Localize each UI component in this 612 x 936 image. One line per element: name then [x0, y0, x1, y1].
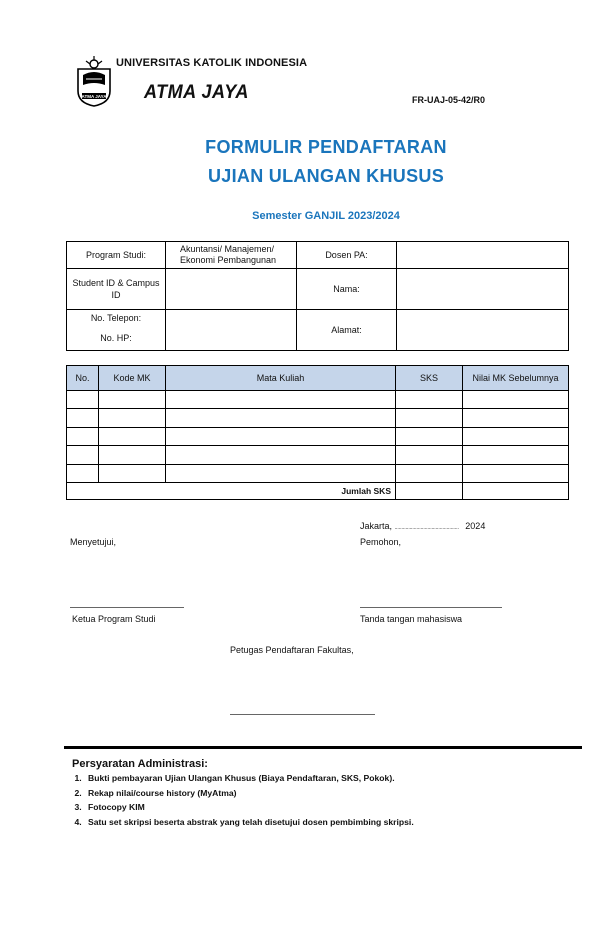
sks-cell[interactable] [396, 391, 463, 409]
col-nilai: Nilai MK Sebelumnya [463, 366, 569, 391]
col-kode: Kode MK [99, 366, 166, 391]
dosen-field[interactable] [397, 242, 569, 269]
phone-field[interactable] [166, 310, 297, 351]
no-cell[interactable] [67, 446, 99, 464]
semester-label: Semester GANJIL 2023/2024 [252, 210, 400, 222]
date-line [360, 521, 485, 531]
form-title-line2: UJIAN ULANGAN KHUSUS [207, 166, 444, 186]
no-cell[interactable] [67, 427, 99, 445]
applicant-label: Pemohon, [360, 537, 402, 547]
requirement-item: 4. Satu set skripsi beserta abstrak yang telah disetujui dosen pembimbing skripsi. [84, 817, 414, 827]
approve-label: Menyetujui, [70, 537, 117, 547]
course-table [66, 365, 569, 500]
officer-label: Petugas Pendaftaran Fakultas, [230, 645, 354, 655]
alamat-label: Alamat: [297, 310, 397, 351]
course-row [67, 409, 569, 427]
date-city: Jakarta, [360, 521, 393, 531]
requirement-item: 2. Rekap nilai/course history (MyAtma) [84, 788, 414, 798]
course-row [67, 427, 569, 445]
col-sks: SKS [396, 366, 463, 391]
jumlah-empty-cell [463, 482, 569, 499]
course-row [67, 464, 569, 482]
nilai-cell[interactable] [463, 446, 569, 464]
student-sign-label: Tanda tangan mahasiswa [360, 614, 463, 624]
head-signature-line[interactable] [70, 607, 184, 608]
requirement-item: 1. Bukti pembayaran Ujian Ulangan Khusus (Biaya Pendaftaran, SKS, Pokok). [84, 773, 414, 783]
col-no: No. [67, 366, 99, 391]
date-dots: ............................................... [394, 525, 459, 531]
no-cell[interactable] [67, 409, 99, 427]
university-name: UNIVERSITAS KATOLIK INDONESIA [116, 57, 308, 69]
mata-kuliah-cell[interactable] [166, 464, 396, 482]
officer-signature-line[interactable] [230, 714, 375, 715]
nilai-cell[interactable] [463, 391, 569, 409]
requirements-list [70, 773, 414, 831]
sks-cell[interactable] [396, 464, 463, 482]
sks-cell[interactable] [396, 427, 463, 445]
course-row [67, 391, 569, 409]
col-mata-kuliah: Mata Kuliah [166, 366, 396, 391]
mata-kuliah-cell[interactable] [166, 409, 396, 427]
jumlah-sks-field[interactable] [396, 482, 463, 499]
student-id-field[interactable] [166, 269, 297, 310]
telepon-label: No. Telepon: [90, 313, 142, 323]
phone-label-cell [67, 310, 166, 351]
nilai-cell[interactable] [463, 464, 569, 482]
sks-cell[interactable] [396, 409, 463, 427]
head-label: Ketua Program Studi [72, 614, 156, 624]
kode-cell[interactable] [99, 409, 166, 427]
student-id-label: Student ID & Campus ID [67, 269, 166, 310]
svg-text:ATMA JAYA: ATMA JAYA [81, 94, 107, 99]
mata-kuliah-cell[interactable] [166, 427, 396, 445]
student-signature-line[interactable] [360, 607, 502, 608]
requirements-title: Persyaratan Administrasi: [72, 758, 208, 770]
mata-kuliah-cell[interactable] [166, 391, 396, 409]
no-cell[interactable] [67, 464, 99, 482]
mata-kuliah-cell[interactable] [166, 446, 396, 464]
kode-cell[interactable] [99, 446, 166, 464]
alamat-field[interactable] [397, 310, 569, 351]
form-title-line1: FORMULIR PENDAFTARAN [205, 137, 447, 157]
brand-name: ATMA JAYA [144, 82, 249, 103]
program-value: Akuntansi/ Manajemen/ Ekonomi Pembangunan [166, 242, 297, 269]
divider [64, 746, 582, 749]
nilai-cell[interactable] [463, 427, 569, 445]
kode-cell[interactable] [99, 464, 166, 482]
dosen-label: Dosen PA: [297, 242, 397, 269]
course-row [67, 446, 569, 464]
hp-label: No. HP: [100, 333, 132, 343]
nilai-cell[interactable] [463, 409, 569, 427]
date-year: 2024 [465, 521, 486, 531]
nama-field[interactable] [397, 269, 569, 310]
no-cell[interactable] [67, 391, 99, 409]
kode-cell[interactable] [99, 391, 166, 409]
sks-cell[interactable] [396, 446, 463, 464]
form-code: FR-UAJ-05-42/R0 [412, 95, 486, 105]
nama-label: Nama: [297, 269, 397, 310]
requirement-item: 3. Fotocopy KIM [84, 802, 414, 812]
jumlah-sks-label: Jumlah SKS [67, 482, 396, 499]
kode-cell[interactable] [99, 427, 166, 445]
student-info-table [66, 241, 569, 351]
program-label: Program Studi: [67, 242, 166, 269]
university-logo [74, 55, 114, 107]
